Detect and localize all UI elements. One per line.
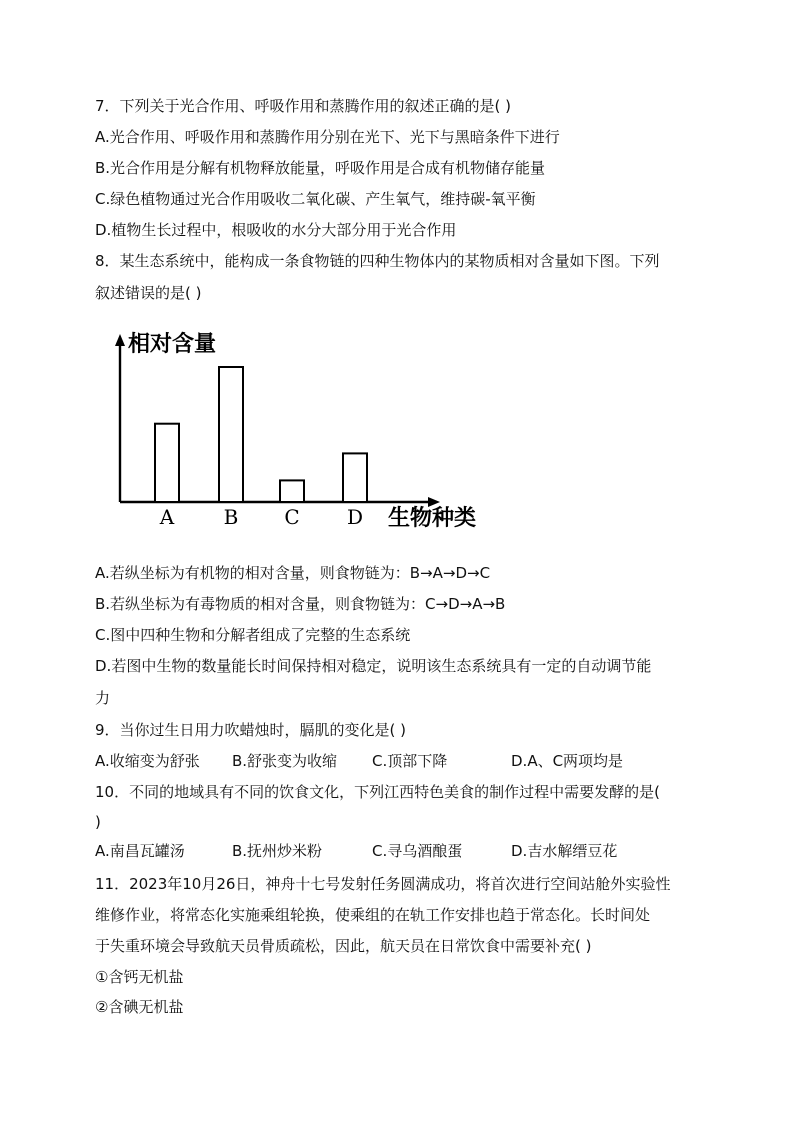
y-axis-arrow bbox=[115, 334, 125, 346]
q7-stem: 7．下列关于光合作用、呼吸作用和蒸腾作用的叙述正确的是( ) bbox=[95, 97, 512, 115]
q8-option-d-line1: D.若图中生物的数量能长时间保持相对稳定，说明该生态系统具有一定的自动调节能 bbox=[95, 657, 652, 675]
q11-item-1: ①含钙无机盐 bbox=[95, 968, 184, 986]
q8-option-d-line2: 力 bbox=[95, 689, 111, 707]
x-tick-label-c: C bbox=[284, 505, 300, 529]
q8-stem-line2: 叙述错误的是( ) bbox=[95, 284, 202, 302]
bar-a bbox=[155, 424, 179, 502]
q11-stem-line3: 于失重环境会导致航天员骨质疏松，因此，航天员在日常饮食中需要补充( ) bbox=[95, 937, 592, 955]
q10-stem-line1: 10．不同的地域具有不同的饮食文化，下列江西特色美食的制作过程中需要发酵的是( bbox=[95, 783, 660, 801]
q10-option-a: A.南昌瓦罐汤 bbox=[95, 842, 185, 860]
q7-option-c: C.绿色植物通过光合作用吸收二氧化碳、产生氧气，维持碳-氧平衡 bbox=[95, 190, 536, 208]
q10-option-b: B.抚州炒米粉 bbox=[232, 842, 323, 860]
q8-option-a: A.若纵坐标为有机物的相对含量，则食物链为：B→A→D→C bbox=[95, 564, 491, 582]
q7-option-a: A.光合作用、呼吸作用和蒸腾作用分别在光下、光下与黑暗条件下进行 bbox=[95, 128, 560, 146]
q11-stem-line2: 维修作业，将常态化实施乘组轮换，使乘组的在轨工作安排也趋于常态化。长时间处 bbox=[95, 906, 651, 924]
q11-item-2: ②含碘无机盐 bbox=[95, 998, 184, 1016]
x-tick-label-b: B bbox=[223, 505, 239, 529]
q8-option-c: C.图中四种生物和分解者组成了完整的生态系统 bbox=[95, 626, 411, 644]
q10-stem-line2: ) bbox=[95, 813, 101, 831]
q7-option-b: B.光合作用是分解有机物释放能量，呼吸作用是合成有机物储存能量 bbox=[95, 159, 546, 177]
bar-d bbox=[343, 453, 367, 502]
x-tick-label-d: D bbox=[346, 505, 364, 529]
q7-option-d: D.植物生长过程中，根吸收的水分大部分用于光合作用 bbox=[95, 221, 457, 239]
q9-option-d: D.A、C两项均是 bbox=[511, 752, 624, 770]
bar-b bbox=[219, 367, 243, 502]
q9-option-c: C.顶部下降 bbox=[372, 752, 448, 770]
q9-option-b: B.舒张变为收缩 bbox=[232, 752, 338, 770]
q10-option-c: C.寻乌酒酿蛋 bbox=[372, 842, 463, 860]
bar-c bbox=[280, 480, 304, 502]
q8-stem-line1: 8．某生态系统中，能构成一条食物链的四种生物体内的某物质相对含量如下图。下列 bbox=[95, 252, 660, 270]
q11-stem-line1: 11．2023年10月26日，神舟十七号发射任务圆满成功，将首次进行空间站舱外实验性 bbox=[95, 875, 671, 893]
y-axis-label: 相对含量 bbox=[128, 331, 217, 357]
q10-option-d: D.吉水解缙豆花 bbox=[511, 842, 618, 860]
q8-bar-chart bbox=[100, 322, 500, 537]
q8-option-b: B.若纵坐标为有毒物质的相对含量，则食物链为：C→D→A→B bbox=[95, 595, 506, 613]
x-axis-label: 生物种类 bbox=[388, 505, 477, 531]
q9-stem: 9．当你过生日用力吹蜡烛时，膈肌的变化是( ) bbox=[95, 721, 407, 739]
q9-option-a: A.收缩变为舒张 bbox=[95, 752, 200, 770]
x-tick-label-a: A bbox=[159, 505, 175, 529]
